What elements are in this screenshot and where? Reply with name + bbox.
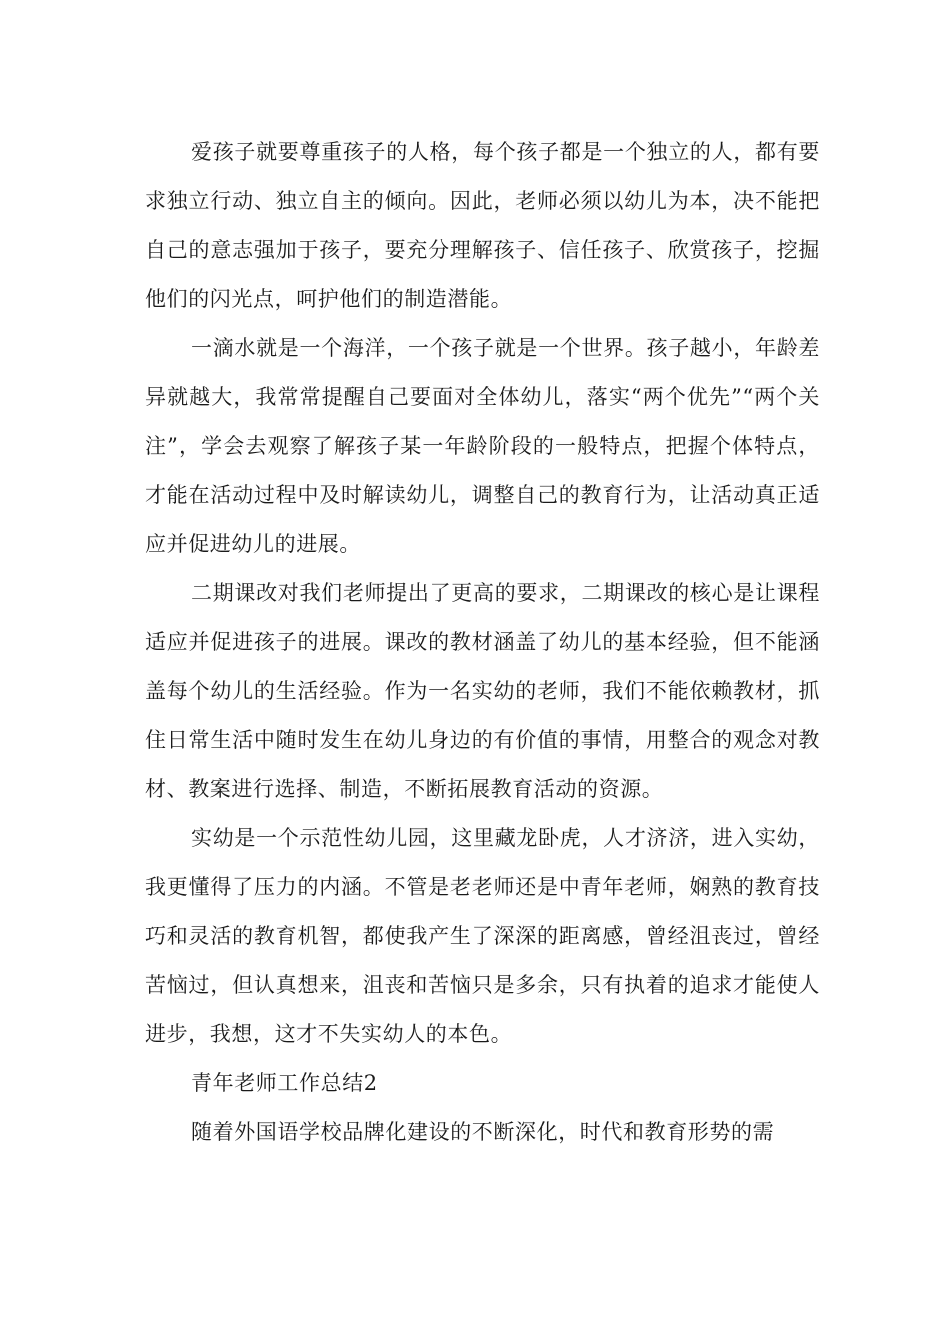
- paragraph-respect-child: 爱孩子就要尊重孩子的人格，每个孩子都是一个独立的人，都有要求独立行动、独立自主的倾向。因此，老师必须以幼儿为本，决不能把自己的意志强加于孩子，要充分理解孩子、信任孩子、欣赏孩子，挖掘他们的闪光点，呵护他们的制造潜能。: [145, 140, 820, 311]
- paragraph-curriculum-reform: 二期课改对我们老师提出了更高的要求，二期课改的核心是让课程适应并促进孩子的进展。课改的教材涵盖了幼儿的基本经验，但不能涵盖每个幼儿的生活经验。作为一名实幼的老师，我们不能依赖教材，抓住日常生活中随时发生在幼儿身边的有价值的事情，用整合的观念对教材、教案进行选择、制造，不断拓展教育活动的资源。: [145, 581, 820, 801]
- paragraph-drop-of-water: 一滴水就是一个海洋，一个孩子就是一个世界。孩子越小，年龄差异就越大，我常常提醒自己要面对全体幼儿，落实“两个优先”“两个关注”，学会去观察了解孩子某一年龄阶段的一般特点，把握个体特点，才能在活动过程中及时解读幼儿，调整自己的教育行为，让活动真正适应并促进幼儿的进展。: [145, 336, 820, 556]
- paragraph-foreign-language-school: 随着外国语学校品牌化建设的不断深化，时代和教育形势的需: [191, 1120, 775, 1144]
- paragraph-model-kindergarten: 实幼是一个示范性幼儿园，这里藏龙卧虎，人才济济，进入实幼，我更懂得了压力的内涵。不管是老老师还是中青年老师，娴熟的教育技巧和灵活的教育机智，都使我产生了深深的距离感，曾经沮丧过，曾经苦恼过，但认真想来，沮丧和苦恼只是多余，只有执着的追求才能使人进步，我想，这才不失实幼人的本色。: [145, 826, 820, 1046]
- section-heading: 青年老师工作总结2: [191, 1071, 378, 1095]
- document-body: [145, 128, 820, 1157]
